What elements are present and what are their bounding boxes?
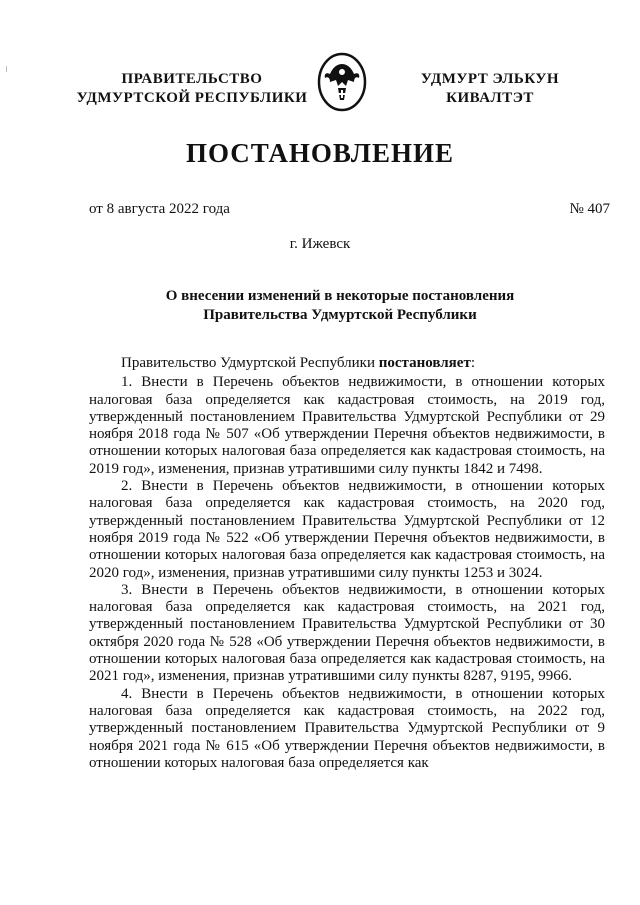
header-left-line1: ПРАВИТЕЛЬСТВО bbox=[121, 71, 263, 87]
header-right-line1: УДМУРТ ЭЛЬКУН bbox=[420, 71, 560, 87]
paragraph-4: 4. Внести в Перечень объектов недвижимости, в отношении которых налоговая база определяется как кадастровая стоимость, на 2022 год, утвержденный постановлением Правительства Удмуртской Республики от 9 ноября 2021 года № 615 «Об утверждении Перечня объектов недвижимости, в отношении которых налоговая база определяется как bbox=[89, 685, 605, 771]
coat-of-arms-icon bbox=[316, 52, 368, 112]
paragraph-2: 2. Внести в Перечень объектов недвижимости, в отношении которых налоговая база определяется как кадастровая стоимость, на 2020 год, утвержденный постановлением Правительства Удмуртской Республики от 12 ноября 2019 года № 522 «Об утверждении Перечня объектов недвижимости, в отношении которых налоговая база определяется как кадастровая стоимость, на 2020 год», изменения, признав утратившими силу пункты 1253 и 3024. bbox=[89, 478, 605, 581]
header-right bbox=[370, 70, 610, 108]
intro-bold: постановляет bbox=[378, 355, 471, 371]
subject-line2: Правительства Удмуртской Республики bbox=[203, 307, 477, 323]
document-date: от 8 августа 2022 года bbox=[89, 201, 230, 217]
document-subject bbox=[120, 287, 560, 325]
document-city: г. Ижевск bbox=[289, 236, 351, 252]
header-left-line2: УДМУРТСКОЙ РЕСПУБЛИКИ bbox=[76, 90, 308, 106]
margin-mark bbox=[6, 66, 7, 72]
document-number: № 407 bbox=[569, 201, 610, 217]
header-left bbox=[72, 70, 312, 108]
intro-prefix: Правительство Удмуртской Республики bbox=[121, 355, 379, 371]
subject-line1: О внесении изменений в некоторые постановления bbox=[165, 288, 515, 304]
paragraph-3: 3. Внести в Перечень объектов недвижимости, в отношении которых налоговая база определяется как кадастровая стоимость, на 2021 год, утвержденный постановлением Правительства Удмуртской Республики от 30 октября 2020 года № 528 «Об утверждении Перечня объектов недвижимости, в отношении которых налоговая база определяется как кадастровая стоимость, на 2021 год», изменения, признав утратившими силу пункты 8287, 9195, 9966. bbox=[89, 581, 605, 685]
paragraph-1: 1. Внести в Перечень объектов недвижимости, в отношении которых налоговая база определяется как кадастровая стоимость, на 2019 год, утвержденный постановлением Правительства Удмуртской Республики от 29 ноября 2018 года № 507 «Об утверждении Перечня объектов недвижимости, в отношении которых налоговая база определяется как кадастровая стоимость, на 2019 год», изменения, признав утратившими силу пункты 1842 и 7498. bbox=[89, 374, 605, 477]
header-right-line2: КИВАЛТЭТ bbox=[446, 90, 534, 106]
document-title: ПОСТАНОВЛЕНИЕ bbox=[185, 138, 455, 168]
intro-suffix: : bbox=[470, 355, 475, 371]
document-body bbox=[89, 355, 605, 772]
intro-paragraph bbox=[89, 355, 605, 372]
